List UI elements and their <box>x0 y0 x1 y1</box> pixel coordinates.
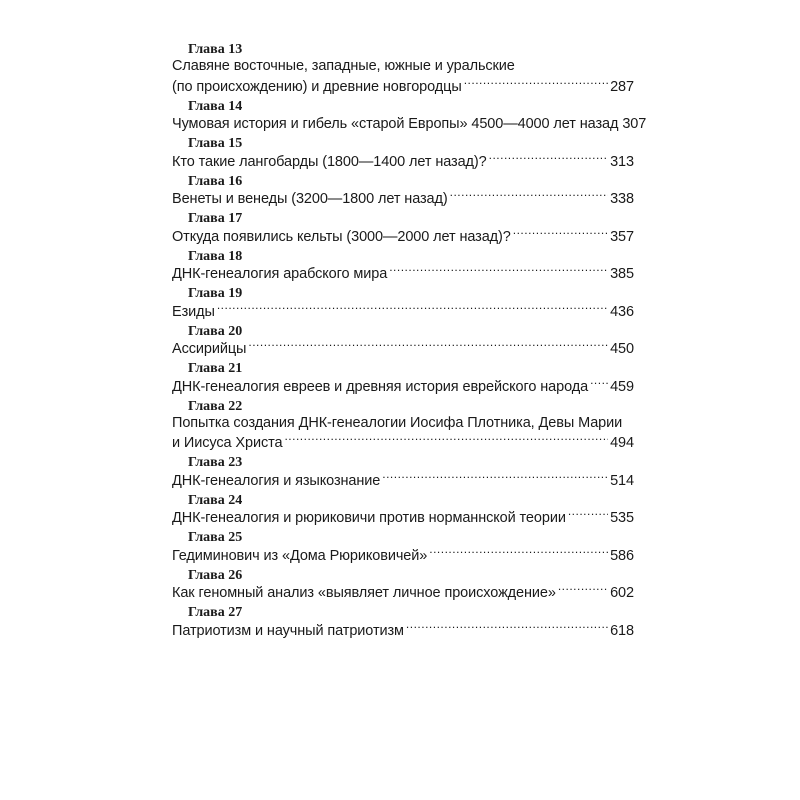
toc-entry <box>172 376 634 397</box>
dot-leader <box>513 226 608 241</box>
toc-chapter <box>172 324 634 360</box>
toc-chapter <box>172 361 634 397</box>
toc-entry <box>172 114 647 135</box>
toc-chapter <box>172 493 634 529</box>
chapter-title: Откуда появились кельты (3000—2000 лет назад)? <box>172 228 511 245</box>
chapter-title-line: Славяне восточные, западные, южные и уральские <box>172 58 515 74</box>
dot-leader <box>429 545 608 560</box>
dot-leader <box>217 301 608 316</box>
chapter-title: ДНК-генеалогия и рюриковичи против норманнской теории <box>172 510 566 526</box>
toc-entry <box>172 339 634 360</box>
chapter-label: Глава 26 <box>188 567 243 583</box>
chapter-label: Глава 20 <box>188 323 243 339</box>
dot-leader <box>389 264 608 279</box>
chapter-title-line: Попытка создания ДНК-генеалогии Иосифа Плотника, Девы Марии <box>172 414 623 431</box>
toc-chapter <box>172 174 634 210</box>
page-number: 436 <box>610 303 634 320</box>
toc-chapter <box>172 211 634 247</box>
page-number: 338 <box>610 191 634 207</box>
toc-chapter <box>172 42 634 97</box>
chapter-label: Глава 17 <box>188 211 243 226</box>
chapter-title: (по происхождению) и древние новгородцы <box>172 78 462 95</box>
page-number: 618 <box>610 622 634 639</box>
page-number: 459 <box>610 378 634 395</box>
toc-entry <box>172 470 634 491</box>
toc-entry <box>172 545 634 566</box>
dot-leader <box>464 76 608 91</box>
page-number: 586 <box>610 547 634 564</box>
toc-entry <box>172 301 634 322</box>
chapter-title: Ассирийцы <box>172 341 247 357</box>
toc-entry <box>172 226 634 247</box>
dot-leader <box>382 470 608 485</box>
dot-leader <box>568 508 608 523</box>
chapter-label: Глава 16 <box>188 173 243 189</box>
chapter-label: Глава 14 <box>188 98 243 114</box>
chapter-title: Гедиминович из «Дома Рюриковичей» <box>172 547 428 564</box>
chapter-title: ДНК-генеалогия и языкознание <box>172 472 381 489</box>
dot-leader <box>489 151 608 166</box>
page-number: 357 <box>610 228 634 245</box>
table-of-contents <box>172 40 647 641</box>
dot-leader <box>284 433 608 448</box>
toc-entry <box>172 433 634 454</box>
chapter-title: Езиды <box>172 303 215 320</box>
chapter-title: Как геномный анализ «выявляет личное происхождение» <box>172 585 556 601</box>
toc-entry <box>172 508 634 529</box>
chapter-label: Глава 15 <box>188 136 243 151</box>
dot-leader <box>406 620 608 635</box>
chapter-title: ДНК-генеалогия арабского мира <box>172 266 388 282</box>
toc-entry <box>172 620 634 641</box>
chapter-title: Венеты и венеды (3200—1800 лет назад) <box>172 191 448 207</box>
dot-leader <box>248 339 608 354</box>
toc-chapter <box>172 605 634 641</box>
toc-entry <box>172 189 634 210</box>
toc-entry <box>172 151 634 172</box>
page-number: 494 <box>610 435 634 451</box>
chapter-label: Глава 19 <box>188 286 243 301</box>
toc-entry <box>172 583 634 604</box>
chapter-label: Глава 18 <box>188 248 243 264</box>
page-number: 450 <box>610 341 634 357</box>
toc-chapter <box>172 98 647 135</box>
dot-leader <box>450 189 608 204</box>
dot-leader <box>558 583 608 598</box>
chapter-label: Глава 22 <box>188 398 243 414</box>
toc-chapter <box>172 455 634 491</box>
toc-chapter <box>172 136 634 172</box>
dot-leader <box>590 376 608 391</box>
toc-chapter <box>172 249 634 285</box>
toc-chapter <box>172 399 634 454</box>
toc-entry <box>172 76 634 97</box>
chapter-label: Глава 21 <box>188 361 243 376</box>
page-number: 313 <box>610 153 634 170</box>
chapter-title: Патриотизм и научный патриотизм <box>172 622 404 639</box>
chapter-title: Чумовая история и гибель «старой Европы» 4500—4000 лет назад <box>172 116 619 132</box>
chapter-title: и Иисуса Христа <box>172 435 283 451</box>
page-number: 602 <box>610 585 634 601</box>
chapter-label: Глава 27 <box>188 605 243 620</box>
page-number: 287 <box>610 78 634 95</box>
chapter-label: Глава 13 <box>188 42 243 57</box>
page-number: 385 <box>610 266 634 282</box>
toc-chapter <box>172 286 634 322</box>
chapter-label: Глава 24 <box>188 492 243 508</box>
page-number: 307 <box>622 116 647 132</box>
toc-chapter <box>172 530 634 566</box>
page-number: 514 <box>610 472 634 489</box>
chapter-label: Глава 23 <box>188 455 243 470</box>
toc-entry <box>172 264 634 285</box>
chapter-label: Глава 25 <box>188 530 243 545</box>
chapter-title: Кто такие лангобарды (1800—1400 лет назад)? <box>172 153 487 170</box>
chapter-title: ДНК-генеалогия евреев и древняя история еврейского народа <box>172 378 589 395</box>
toc-chapter <box>172 568 634 604</box>
page-number: 535 <box>610 510 634 526</box>
